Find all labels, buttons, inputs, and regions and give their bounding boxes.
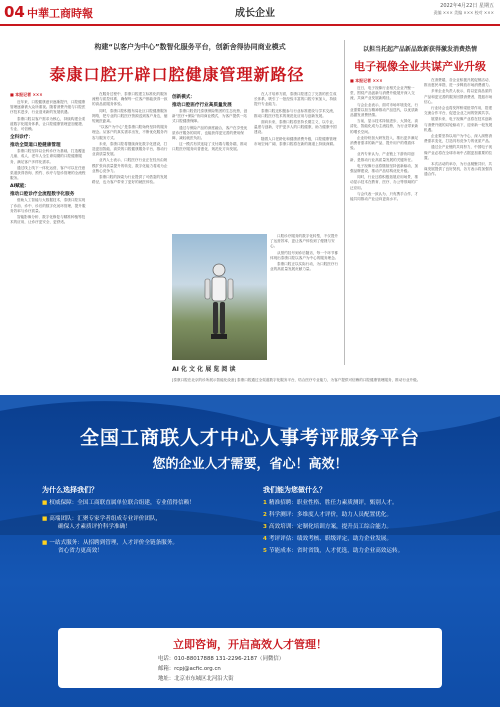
robot-figure-icon (202, 262, 236, 352)
ad-right-item-3: 3 高效培训：定制化培训方案，提升员工综合能力。 (263, 524, 392, 530)
ad-left-item-1: ■ 权威保障：全国工商联直属单位联合组建，专业值得信赖！ (42, 500, 195, 506)
lead-heading-3b: 推动口腔医疗行业高质量发展 (172, 103, 232, 108)
lead-subtitle: 构建“以客户为中心”数智化服务平台，创新舍得协同商业模式 (94, 43, 286, 51)
contact-heading: 立即咨询，开启高效人才管理！ (173, 638, 327, 651)
right-headline: 电子视像全业共谋产业升级 (354, 60, 486, 73)
page-number: 04 (4, 3, 25, 21)
lead-heading-1b: 推动全渠道口腔健康管理 (10, 143, 61, 149)
lead-byline: ■ 本报记者 ××× (10, 92, 43, 97)
contact-phone: 电话：010-88017888 131-2296-2187（同微信） (158, 656, 285, 662)
issue-date: 2022年4月22日 星期五 (440, 3, 494, 9)
ad-slogan: 您的企业人才需要，省心！高效！ (152, 457, 348, 472)
lead-column-4: 在人才培养方面，泰康口腔建立了完善的医生成长体系，吸引了一批经验丰富的口腔专家加入，持续提升专业能力。 泰康口腔还积极参与行业标准建设与学术交流，推动口腔医疗技术的规范化应用与创新发展。 面向未来，泰康口腔将坚持长期主义，以专业、温度与创新，守护更多人的口腔健康，助力健康中国建设。 随着人口老龄化和健康消费升级，口腔健康管理市场空间广阔，泰康口腔将在新的赛道上持续深耕。 (254, 92, 337, 146)
ad-left-item-3: ■ 一站式服务：从招聘到管理，人才评价全链条服务。 (42, 540, 178, 546)
ad-left-heading: 为什么选择我们？ (42, 486, 98, 494)
contact-address: 地址：北京市东城区北河沿大街 (158, 676, 234, 682)
ad-left-item-3-cont: 省心省力更高效！ (58, 548, 103, 554)
ad-right-heading: 我们能为您做什么？ (263, 486, 326, 494)
lead-column-5: 口腔诊疗服务的数字化转型，不仅提升了运营效率，更让客户体验到了便捷与安心。 从预约挂号到诊后随访，每一个环节都体现出泰康口腔以客户为中心的服务理念。 泰康口腔正以实际行动，为口腔医疗行业的高质量发展贡献力量。 (270, 234, 339, 272)
ad-title: 全国工商联人才中心人事考评服务平台 (79, 427, 420, 449)
lead-heading-2: AI赋能： (10, 184, 30, 190)
lead-column-1: ■ 本报记者 ××× 近年来，口腔健康意识逐渐提升，口腔健康管理逐渐被大众所重视。随着消费升级与口腔医疗技术进步，行业迎来新的发展机遇。 泰康口腔以客户需求为核心，持续构建全渠道数字化服务体系，让口腔健康管理更加便捷、专业、可信赖。 全科诊疗： 推动全渠道口腔健康管理 泰康口腔坚持以全科诊疗为基础，打造覆盖儿童、成人、老年人全生命周期的口腔健康服务，满足客户多样化需求。 通过线上线下一体化运营，客户可以在任意渠道获得咨询、预约、诊疗与复诊管理的全流程服务。 AI赋能： 推动口腔诊疗全流程数字化服务 借助人工智能与大数据技术，泰康口腔实现了诊前、诊中、诊后的数字化闭环管理，提升服务效率与诊疗质量。 智能影像分析、数字化修复与精准种植等技术的应用，让诊疗更安全、更舒适。 (10, 92, 88, 384)
lead-headline: 泰康口腔开辟口腔健康管理新路径 (49, 65, 305, 84)
ad-left-item-2: ■ 高端团队：汇聚专家学者组成专业评价团队， (42, 516, 162, 522)
photo-caption: [泰康口腔在北京的诊所展示智能化设备] 泰康口腔通过全渠道数字化服务平台，结合医疗专业能力，为客户提供可信赖的口腔健康管理服务，推动行业升级。 (172, 378, 421, 382)
paper-name: 中華工商時報 (27, 7, 93, 20)
right-column-2: 在消费端，各企业积极开展促销活动，推出惠民举措，进一步释放市场消费潜力。 多家企业负责人表示，将以更高品质的产品和更完善的服务回馈消费者，提振市场信心。 行业协会也将发挥桥梁纽带作用，搭建交流合作平台，促进企业之间的资源共享。 展望未来，电子视像产业将在技术创新与消费升级的双轮驱动下，迎来新一轮发展机遇。 企业要坚持以用户为中心，深入洞察消费需求变化，打造具有竞争力的优质产品。 通过全产业链的共同努力，中国电子视像产业必将在全球市场中占据更加重要的位置。 本次活动的举办，为行业凝聚共识、共谋发展提供了良好契机，各方表示将加强沟通合作。 (424, 78, 493, 177)
ad-right-item-5: 5 节能成本：省时省钱，人才优选，助力企业高效运转。 (263, 548, 404, 554)
column-divider (344, 40, 345, 365)
article-photo (172, 234, 267, 360)
contact-box (58, 628, 442, 688)
ad-right-item-4: 4 考评评估：绩效考核、职级评定，助力企业发展。 (263, 536, 392, 542)
editors-line: 责编 ××× 美编 ××× 校对 ××× (433, 10, 494, 15)
ad-left-item-2-cont: 确保人才素质评价科学准确！ (58, 524, 131, 530)
lead-column-3: 创新模式： 推动口腔医疗行业高质量发展 泰康口腔依托泰康保险集团的生态优势，创新“医疗+保险”协同商业模式，为客户提供一站式口腔健康保障。 通过与保险产品的深度融合，客户在享受优质诊疗服务的同时，也能获得更完善的费用保障，减轻就医负担。 这一模式有效连接了支付端与服务端，推动口腔医疗服务向普惠化、规范化方向发展。 (172, 92, 250, 232)
lead-column-2: 在服务过程中，泰康口腔建立标准化的服务流程与质控体系，确保每一位客户都能获得一致的高品质服务体验。 同时，泰康口腔积极布局社区口腔健康服务网络，把专业的口腔医疗资源送到客户身边，缩短就医距离。 “以客户为中心”是泰康口腔始终坚持的服务理念。从客户的真实需求出发，不断优化服务内容与服务方式。 未来，泰康口腔将继续深化数字化建设，打造更加智能、高效的口腔健康服务平台，推动行业高质量发展。 业内人士表示，口腔医疗行业正在经历由规模扩张向质量提升的转变，数字化能力将成为企业核心竞争力。 泰康口腔的探索为行业提供了可借鉴的发展路径，也为客户带来了更好的就医体验。 (92, 92, 168, 185)
contact-email: 邮箱：rcpj@acfic.org.cn (158, 666, 221, 672)
right-subtitle: 以担当托起产品新品致新获得激发消费热情 (362, 46, 477, 53)
lead-heading-3: 创新模式： (172, 95, 195, 100)
right-byline: ■ 本报记者 ××× (350, 78, 383, 83)
photo-caption-label: AI 化 文 化 展 览 阅 读 (172, 366, 236, 373)
lead-heading-2b: 推动口腔诊疗全流程数字化服务 (10, 192, 75, 198)
masthead (0, 0, 500, 24)
ad-right-item-2: 2 科学测评：多维度人才评价，助力人员配置优化。 (263, 512, 392, 518)
lead-heading-1: 全科诊疗： (10, 135, 33, 141)
ad-right-item-1: 1 精准招聘：职业性格、胜任力素质测评，甄别人才。 (263, 500, 398, 506)
right-column-1: ■ 本报记者 ××× 近日，电子视像行业相关企业齐聚一堂，围绕产品创新与消费升级展开深入交流，共商产业发展新路径。 与会企业表示，面对市场环境变化，行业需要以担当精神推动产品迭代，以优质新品激发消费热情。 当前，显示技术持续进步，大屏化、高清化、智能化成为主流趋势，为行业带来新的增长空间。 企业纷纷加大研发投入，推出更多满足消费者需求的新产品，提升用户的观看体验。 业内专家认为，产业链上下游协同创新，是推动行业高质量发展的关键所在。 电子视像行业将继续坚持创新驱动，加强品牌建设，推动产品结构优化升级。 同时，行业还将积极拓展应用场景，推动显示技术在教育、医疗、办公等领域的广泛应用。 与会代表一致认为，只有携手合作，才能共同推动产业迈向更高水平。 (350, 78, 419, 202)
section-title: 成长企业 (235, 8, 275, 19)
masthead-rule (0, 24, 500, 26)
